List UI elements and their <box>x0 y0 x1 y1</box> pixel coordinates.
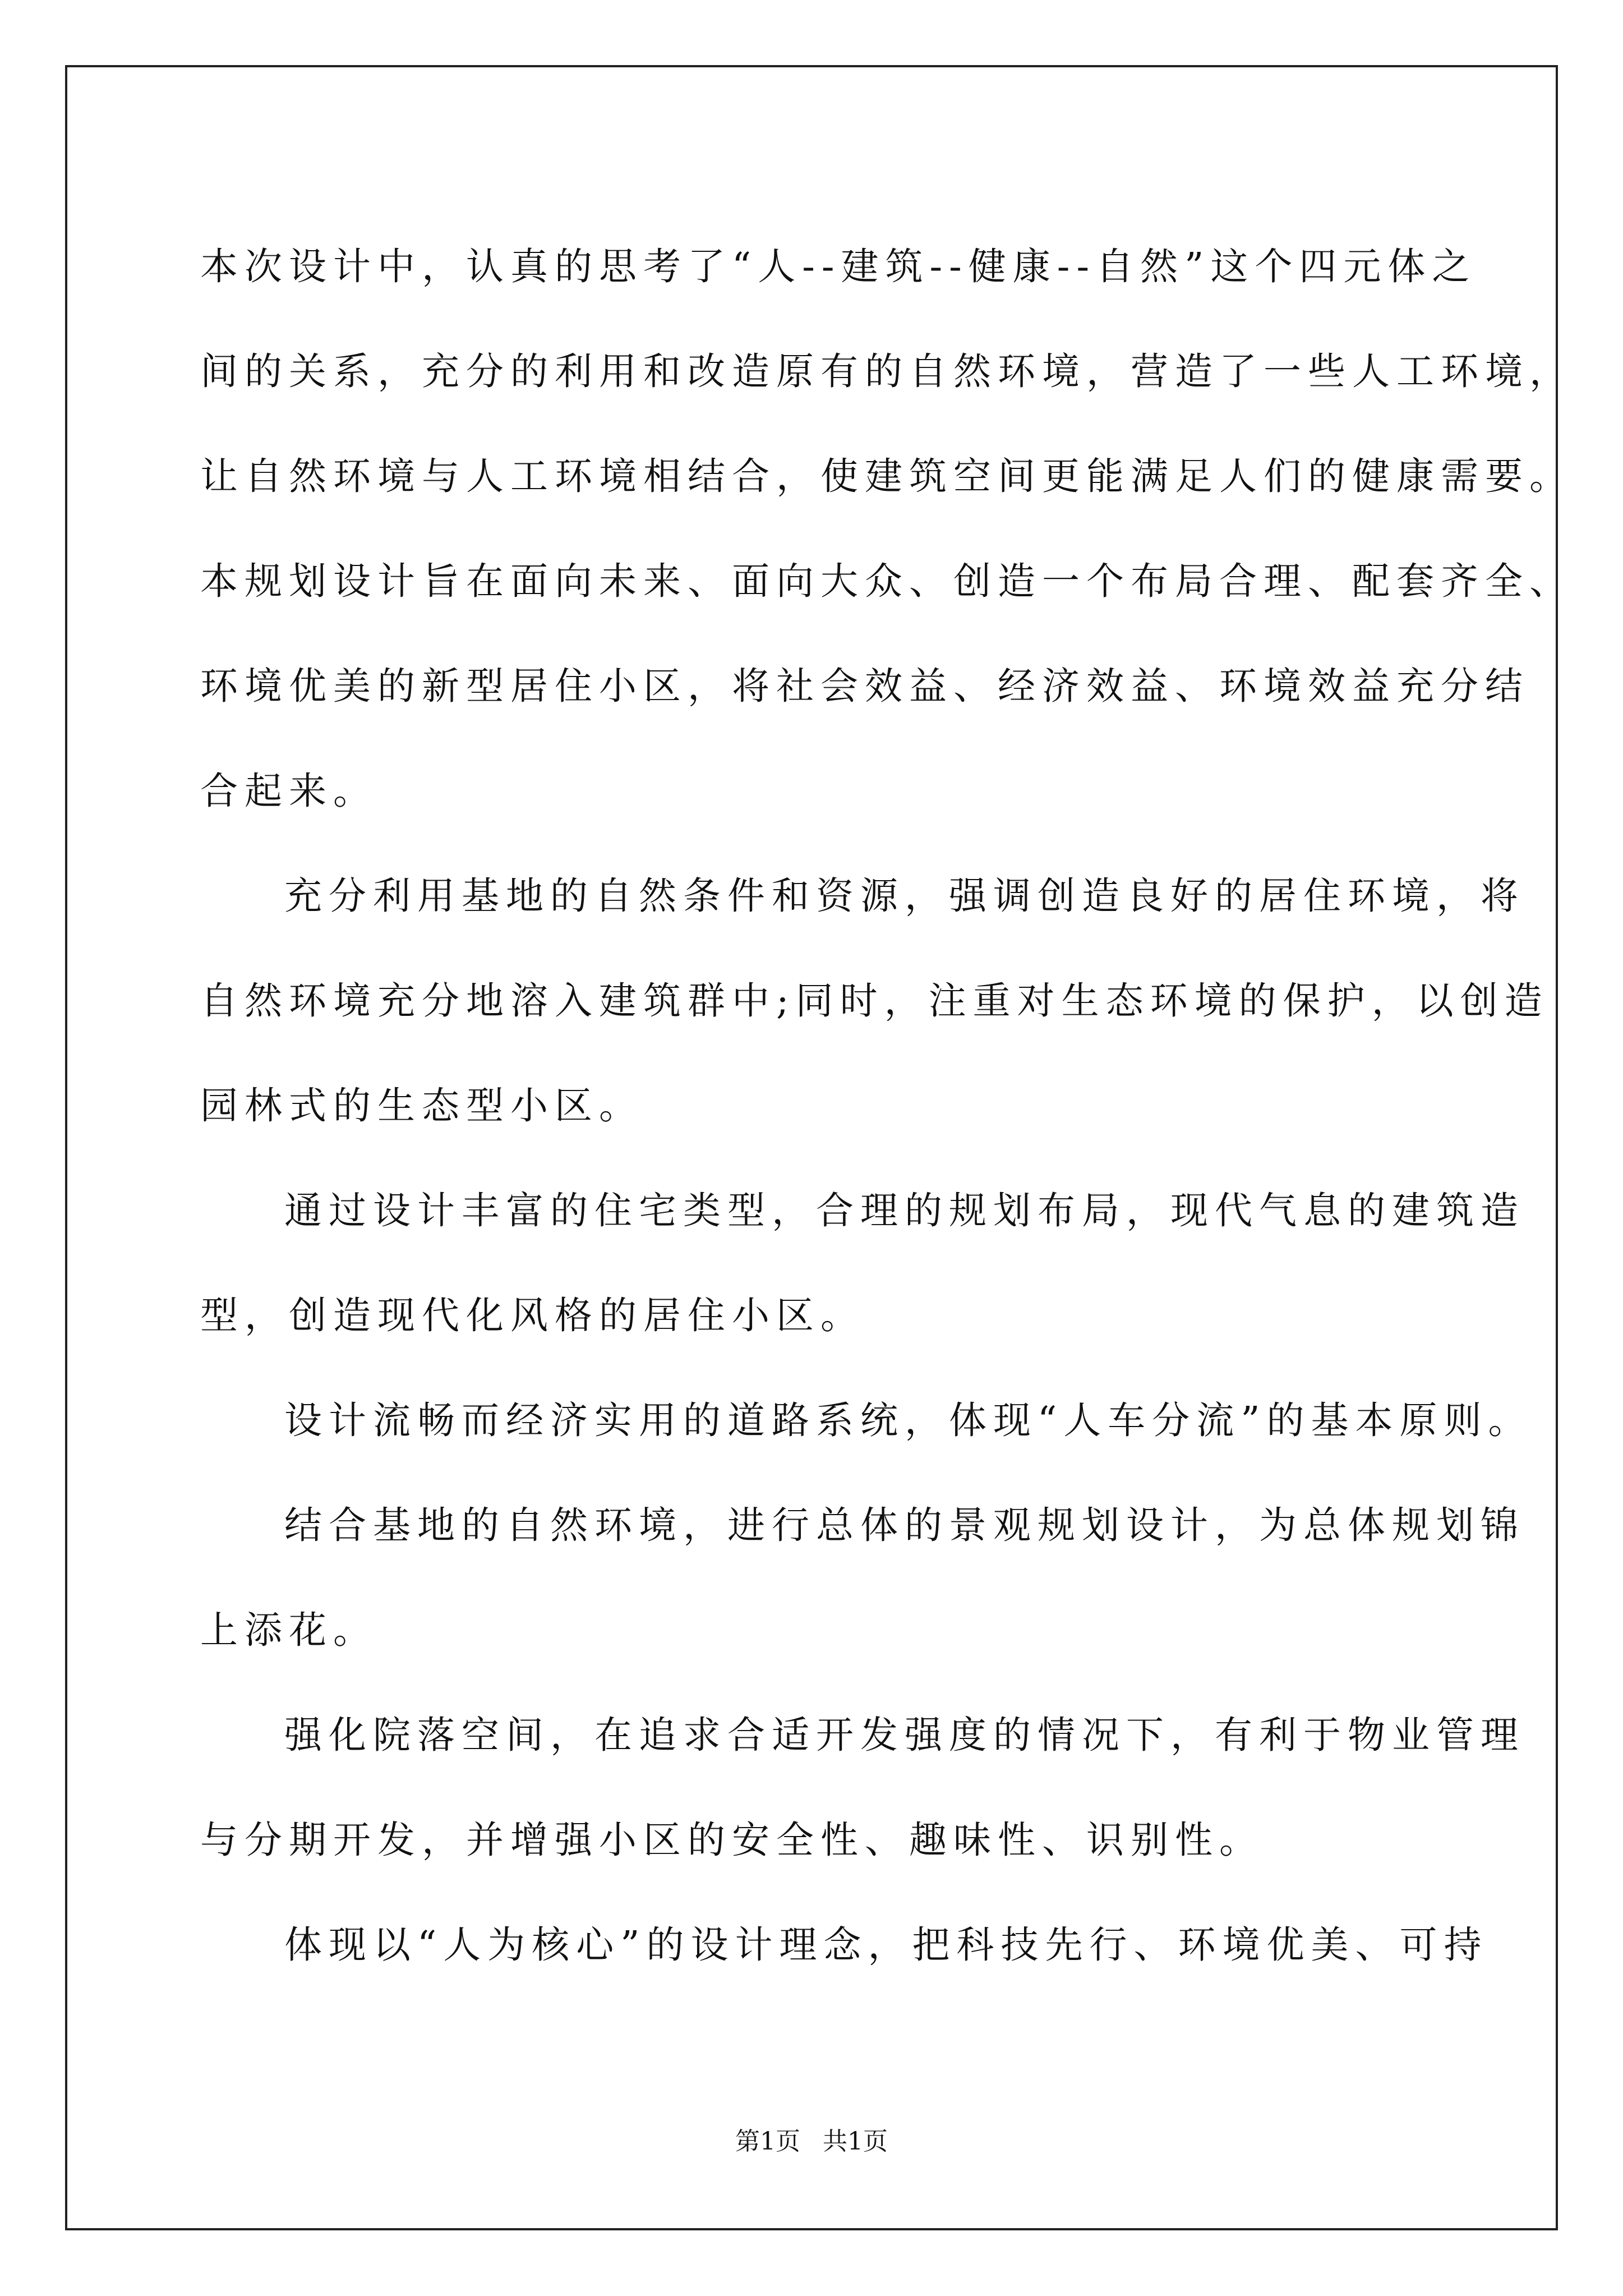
text-line: 间的关系，充分的利用和改造原有的自然环境，营造了一些人工环境， <box>200 349 1574 393</box>
paragraph-courtyard <box>200 1683 1525 1893</box>
document-body <box>200 214 1574 1998</box>
paragraph-road-system <box>200 1368 1533 1473</box>
text-line: 与分期开发，并增强小区的安全性、趣味性、识别性。 <box>200 1818 1264 1862</box>
page-number: 第1页 <box>735 2127 800 2156</box>
text-line: 环境优美的新型居住小区，将社会效益、经济效益、环境效益充分结 <box>200 664 1529 708</box>
text-line: 自然环境充分地溶入建筑群中;同时，注重对生态环境的保护，以创造 <box>200 979 1549 1023</box>
paragraph-landscape <box>200 1473 1525 1683</box>
text-line: 体现以“人为核心”的设计理念，把科技先行、环境优美、可持 <box>284 1923 1488 1967</box>
paragraph-design-concept <box>200 1893 1488 1998</box>
page-footer <box>0 2125 1623 2159</box>
text-line: 园林式的生态型小区。 <box>200 1084 643 1128</box>
text-line: 合起来。 <box>200 769 377 813</box>
text-line: 型，创造现代化风格的居住小区。 <box>200 1294 865 1337</box>
text-line: 结合基地的自然环境，进行总体的景观规划设计，为总体规划锦 <box>284 1503 1525 1547</box>
page-total: 共1页 <box>823 2127 888 2156</box>
text-line: 通过设计丰富的住宅类型，合理的规划布局，现代气息的建筑造 <box>284 1189 1525 1232</box>
text-line: 强化院落空间，在追求合适开发强度的情况下，有利于物业管理 <box>284 1713 1525 1757</box>
paragraph-intro <box>200 214 1574 844</box>
paragraph-housing-types <box>200 1158 1525 1368</box>
text-line: 本次设计中，认真的思考了“人--建筑--健康--自然”这个四元体之 <box>200 245 1477 288</box>
text-line: 上添花。 <box>200 1608 377 1652</box>
text-line: 本规划设计旨在面向未来、面向大众、创造一个布局合理、配套齐全、 <box>200 559 1574 603</box>
text-line: 设计流畅而经济实用的道路系统，体现“人车分流”的基本原则。 <box>284 1398 1533 1442</box>
text-line: 让自然环境与人工环境相结合，使建筑空间更能满足人们的健康需要。 <box>200 454 1574 498</box>
text-line: 充分利用基地的自然条件和资源，强调创造良好的居住环境，将 <box>284 874 1525 918</box>
paragraph-natural-conditions <box>200 844 1549 1158</box>
